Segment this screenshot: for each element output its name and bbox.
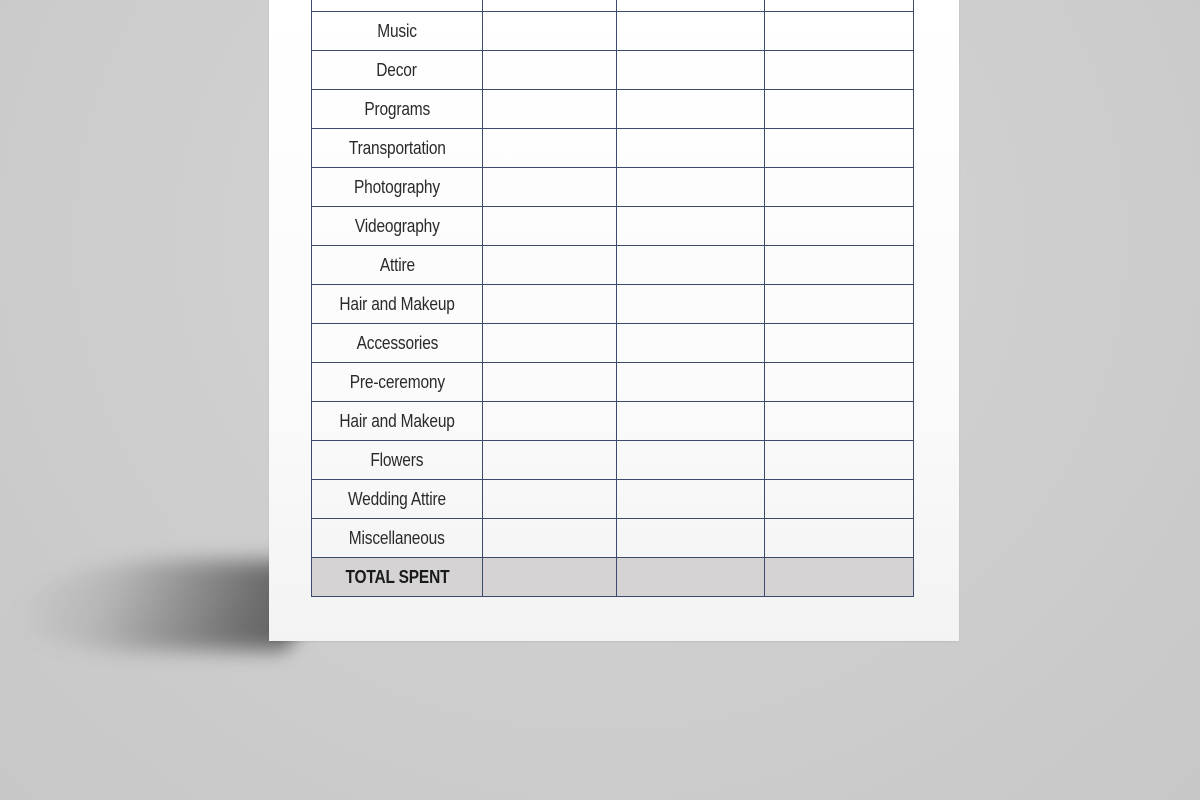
amount-cell[interactable]	[617, 90, 765, 129]
amount-cell[interactable]	[483, 402, 617, 441]
amount-cell[interactable]	[765, 0, 914, 12]
total-cell[interactable]	[483, 558, 617, 597]
category-label: Wedding Attire	[348, 488, 446, 509]
category-cell	[312, 363, 483, 402]
table-row	[312, 441, 914, 480]
amount-cell[interactable]	[483, 90, 617, 129]
amount-cell[interactable]	[765, 519, 914, 558]
total-cell[interactable]	[617, 558, 765, 597]
table-row	[312, 246, 914, 285]
amount-cell[interactable]	[765, 246, 914, 285]
budget-sheet	[269, 0, 959, 641]
category-label: Music	[377, 20, 417, 41]
amount-cell[interactable]	[765, 12, 914, 51]
amount-cell[interactable]	[617, 207, 765, 246]
table-row	[312, 90, 914, 129]
table-row	[312, 207, 914, 246]
amount-cell[interactable]	[483, 246, 617, 285]
amount-cell[interactable]	[617, 129, 765, 168]
table-body	[312, 0, 914, 597]
total-label: TOTAL SPENT	[345, 566, 449, 587]
amount-cell[interactable]	[617, 441, 765, 480]
table-row	[312, 12, 914, 51]
table-row	[312, 285, 914, 324]
amount-cell[interactable]	[765, 168, 914, 207]
amount-cell[interactable]	[617, 168, 765, 207]
category-label: Accessories	[356, 332, 438, 353]
amount-cell[interactable]	[765, 363, 914, 402]
amount-cell[interactable]	[483, 324, 617, 363]
category-label: Miscellaneous	[349, 527, 445, 548]
amount-cell[interactable]	[483, 129, 617, 168]
amount-cell[interactable]	[765, 285, 914, 324]
category-label: Transportation	[348, 137, 446, 158]
category-cell	[312, 519, 483, 558]
amount-cell[interactable]	[765, 402, 914, 441]
amount-cell[interactable]	[617, 324, 765, 363]
amount-cell[interactable]	[617, 402, 765, 441]
amount-cell[interactable]	[483, 480, 617, 519]
amount-cell[interactable]	[617, 51, 765, 90]
table-row	[312, 480, 914, 519]
amount-cell[interactable]	[483, 363, 617, 402]
category-cell	[312, 207, 483, 246]
category-label: Decor	[376, 59, 418, 80]
category-label: Programs	[364, 98, 430, 119]
category-cell	[312, 90, 483, 129]
category-label: Attire	[379, 254, 415, 275]
category-cell	[312, 168, 483, 207]
category-cell	[312, 402, 483, 441]
category-cell	[312, 285, 483, 324]
category-cell	[312, 51, 483, 90]
amount-cell[interactable]	[765, 441, 914, 480]
total-row	[312, 558, 914, 597]
amount-cell[interactable]	[617, 363, 765, 402]
category-cell	[312, 480, 483, 519]
category-cell	[312, 441, 483, 480]
category-label: Hair and Makeup	[339, 410, 455, 431]
table-row	[312, 324, 914, 363]
amount-cell[interactable]	[483, 441, 617, 480]
table-row	[312, 129, 914, 168]
category-label: Videography	[354, 215, 440, 236]
category-cell	[312, 246, 483, 285]
budget-table	[311, 0, 914, 597]
table-row	[312, 402, 914, 441]
category-label: Pre-ceremony	[349, 371, 445, 392]
category-cell	[312, 12, 483, 51]
category-cell	[312, 324, 483, 363]
amount-cell[interactable]	[483, 168, 617, 207]
amount-cell[interactable]	[765, 324, 914, 363]
amount-cell[interactable]	[617, 12, 765, 51]
amount-cell[interactable]	[483, 51, 617, 90]
table-row	[312, 519, 914, 558]
table-row	[312, 363, 914, 402]
amount-cell[interactable]	[765, 207, 914, 246]
amount-cell[interactable]	[483, 0, 617, 12]
category-label: Hair and Makeup	[339, 293, 455, 314]
category-label: Flowers	[370, 449, 424, 470]
total-cell[interactable]	[765, 558, 914, 597]
amount-cell[interactable]	[765, 90, 914, 129]
table-row	[312, 0, 914, 12]
amount-cell[interactable]	[765, 480, 914, 519]
amount-cell[interactable]	[617, 0, 765, 12]
amount-cell[interactable]	[617, 480, 765, 519]
category-cell	[312, 0, 483, 12]
table-row	[312, 51, 914, 90]
amount-cell[interactable]	[765, 129, 914, 168]
amount-cell[interactable]	[483, 285, 617, 324]
amount-cell[interactable]	[483, 207, 617, 246]
amount-cell[interactable]	[483, 12, 617, 51]
amount-cell[interactable]	[765, 51, 914, 90]
category-cell	[312, 129, 483, 168]
total-label-cell	[312, 558, 483, 597]
amount-cell[interactable]	[483, 519, 617, 558]
amount-cell[interactable]	[617, 246, 765, 285]
category-label: Photography	[354, 176, 440, 197]
amount-cell[interactable]	[617, 519, 765, 558]
table-row	[312, 168, 914, 207]
amount-cell[interactable]	[617, 285, 765, 324]
